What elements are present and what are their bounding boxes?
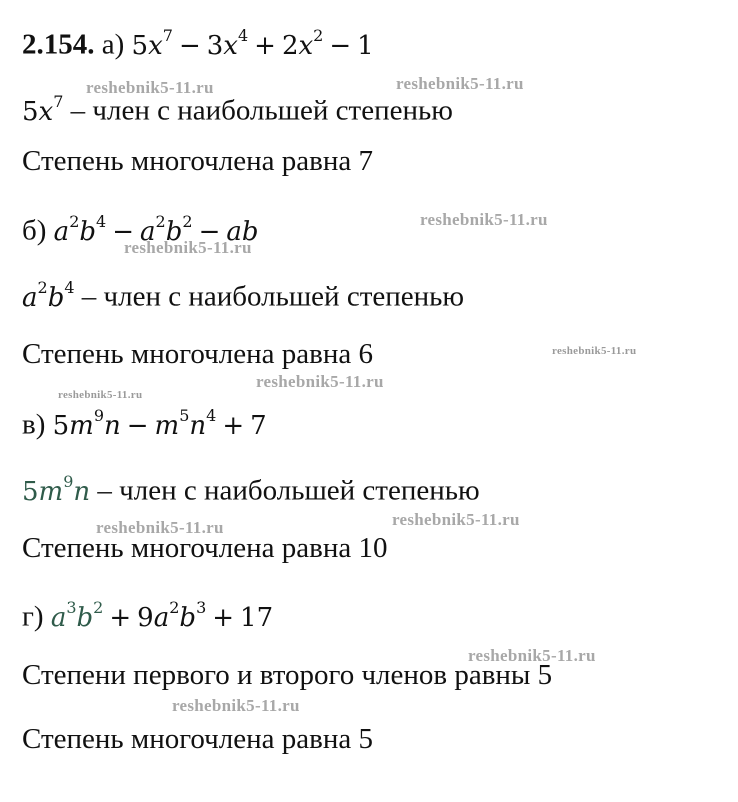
- watermark: reshebnik5-11.ru: [468, 646, 596, 665]
- watermark: reshebnik5-11.ru: [86, 78, 214, 97]
- watermark: reshebnik5-11.ru: [172, 696, 300, 715]
- part-c-degree: Степень многочлена равна 10: [22, 532, 388, 564]
- polynomial-a: $5x^7 - 3x^4 + 2x^2 - 1$: [131, 26, 374, 61]
- polynomial-d: $a^3b^2 + 9a^2b^3 + 17$: [50, 598, 274, 633]
- polynomial-c: $5m^9n - m^5n^4 + 7$: [52, 406, 267, 441]
- part-c-marker: в): [22, 408, 46, 441]
- polynomial-b: $a^2b^4 - a^2b^2$ − ab: [53, 212, 259, 247]
- watermark: reshebnik5-11.ru: [420, 210, 548, 229]
- part-b-highest-term-text: – член с наибольшей степенью: [81, 280, 465, 313]
- watermark: reshebnik5-11.ru: [58, 389, 143, 401]
- part-a-highest-term-text: – член с наибольшей степенью: [70, 94, 453, 127]
- problem-header: [22, 22, 374, 63]
- problem-number: 2.154.: [22, 28, 95, 61]
- part-b-highest-term-line: [22, 274, 464, 315]
- watermark: reshebnik5-11.ru: [256, 372, 384, 391]
- highest-term-b: $a^2b^4$: [22, 278, 75, 313]
- watermark: reshebnik5-11.ru: [552, 345, 637, 357]
- part-d-header: [22, 594, 273, 635]
- part-d-degree: Степень многочлена равна 5: [22, 723, 373, 755]
- watermark: reshebnik5-11.ru: [396, 74, 524, 93]
- part-b-marker: б): [22, 214, 47, 247]
- part-c-header: [22, 402, 267, 443]
- part-d-marker: г): [22, 600, 44, 633]
- part-a-degree: Степень многочлена равна 7: [22, 145, 373, 177]
- watermark: reshebnik5-11.ru: [96, 518, 224, 537]
- part-b-degree: Степень многочлена равна 6: [22, 338, 373, 370]
- watermark: reshebnik5-11.ru: [392, 510, 520, 529]
- part-c-highest-term-line: [22, 468, 480, 509]
- highest-term-c: $5m^9n$: [22, 472, 91, 507]
- part-c-highest-term-text: – член с наибольшей степенью: [97, 474, 480, 507]
- highest-term-a: $5x^7$: [22, 92, 64, 127]
- part-a-marker: а): [101, 28, 125, 61]
- part-d-note: Степени первого и второго членов равны 5: [22, 659, 553, 691]
- watermark: reshebnik5-11.ru: [124, 238, 252, 257]
